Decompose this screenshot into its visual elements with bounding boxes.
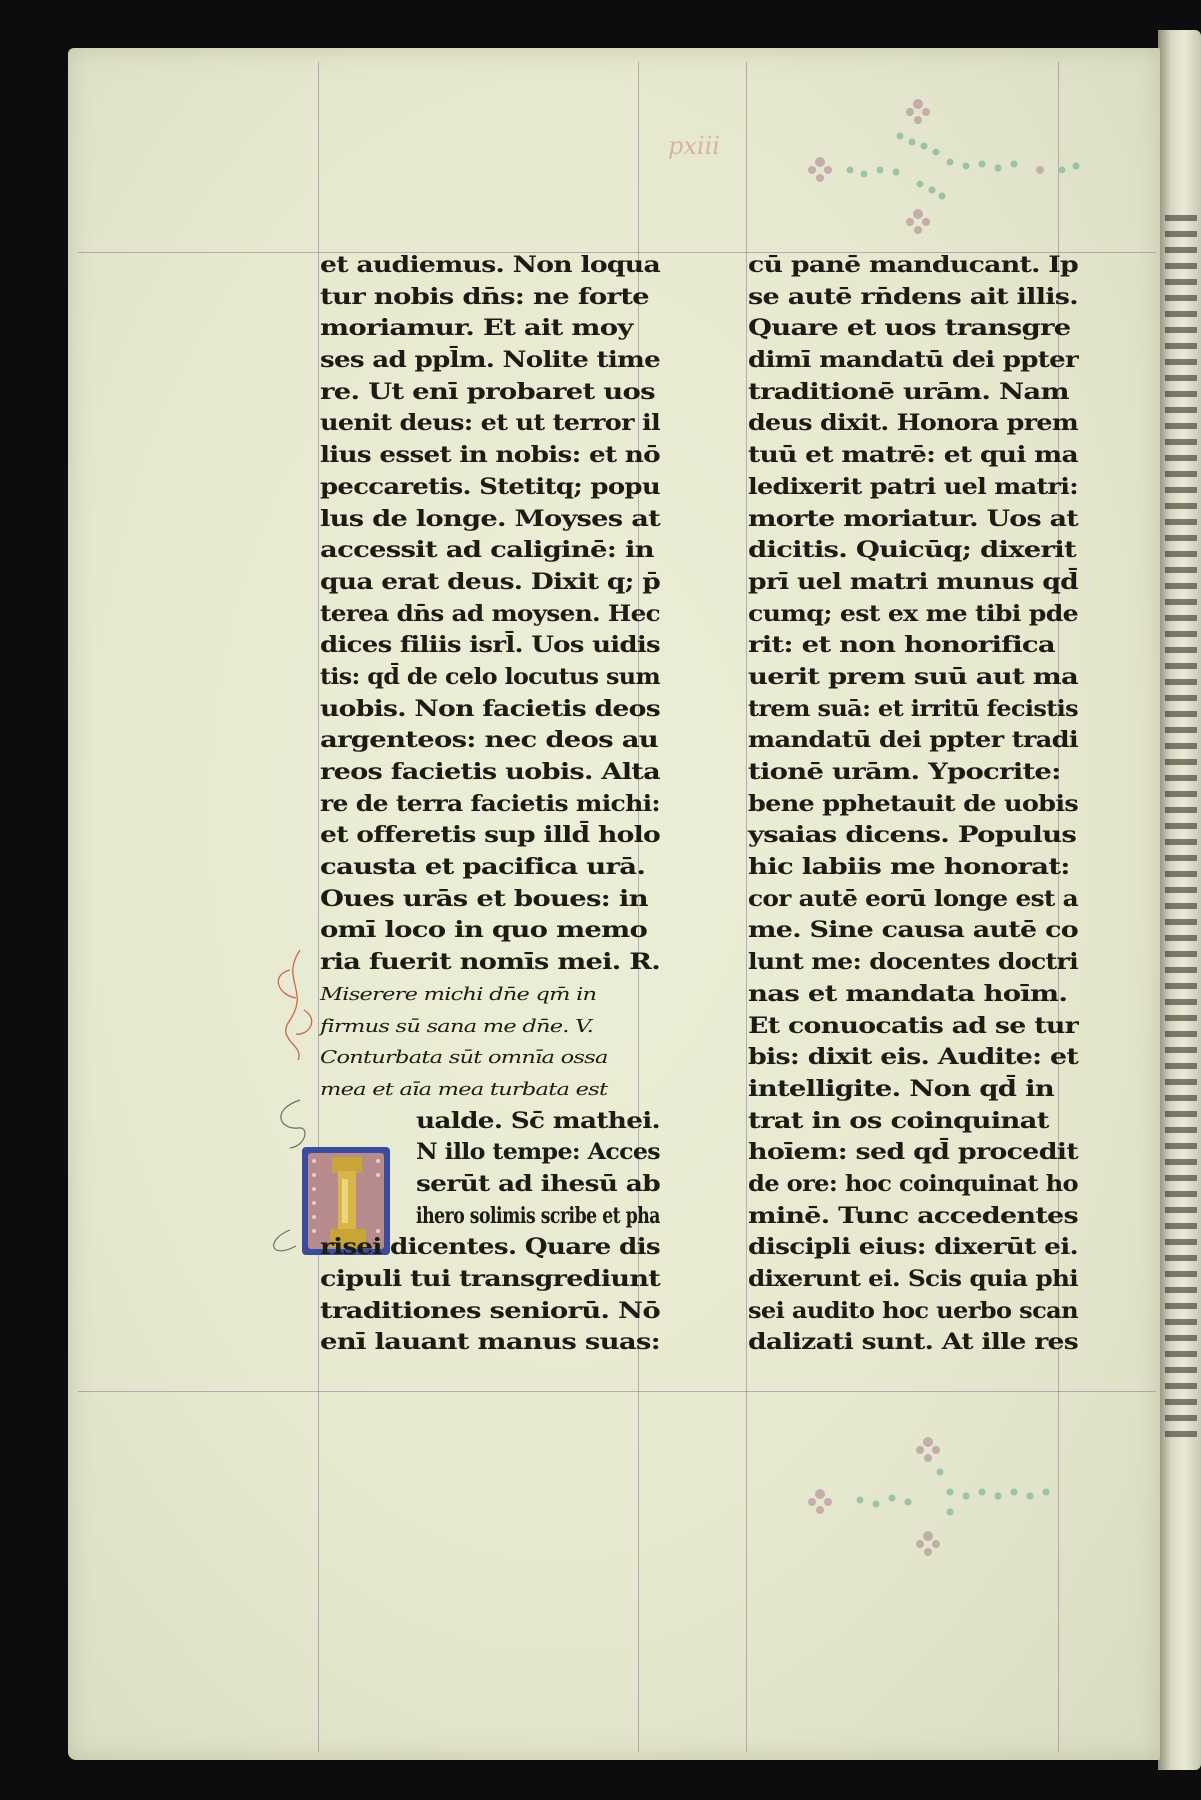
text-line: dicitis. Quicūq; dixerit: [748, 537, 1076, 564]
text-line: lus de longe. Moyses at: [320, 505, 660, 532]
text-line: ualde. Sc̄ mathei.: [416, 1107, 660, 1134]
text-line: serūt ad ihesū ab: [416, 1170, 660, 1197]
text-line: Oues urās et boues: in: [320, 885, 648, 912]
text-line: ysaias dicens. Populus: [748, 822, 1077, 849]
folio-number: pxiii: [668, 132, 720, 160]
text-line: intelligite. Non qd̄ in: [748, 1075, 1055, 1102]
text-line: terea dn̄s ad moysen. Hec: [320, 600, 660, 627]
next-page-text-sliver: [1165, 215, 1197, 1445]
text-line: et offeretis sup illd̄ holo: [320, 822, 660, 849]
text-line: uobis. Non facietis deos: [320, 695, 660, 722]
text-line: Conturbata sūt omnīa ossa: [320, 1047, 608, 1069]
text-line: discipli eius: dixerūt ei.: [748, 1234, 1078, 1261]
text-line: argenteos: nec deos au: [320, 727, 659, 754]
text-line: moriamur. Et ait moy: [320, 315, 633, 342]
text-line: trat in os coinquinat: [748, 1107, 1049, 1134]
text-line: accessit ad caliginē: in: [320, 537, 654, 564]
right-text-column: [748, 250, 1078, 1359]
text-line: lunt me: docentes doctri: [748, 949, 1078, 976]
text-line: enī lauant manus suas:: [320, 1329, 660, 1356]
text-line: re. Ut enī probaret uos: [320, 378, 655, 405]
text-line: cū panē manducant. Ip: [748, 252, 1078, 278]
text-line: cor autē eorū longe est a: [748, 885, 1078, 912]
text-line: hic labiis me honorat:: [748, 854, 1070, 881]
text-line: cipuli tui transgrediunt: [320, 1266, 660, 1292]
text-line: traditiones seniorū. Nō: [320, 1297, 660, 1324]
text-line: dimī mandatū dei ppter: [748, 347, 1078, 374]
text-line: et audiemus. Non loqua: [320, 252, 660, 278]
text-line: nas et mandata hoīm.: [748, 980, 1068, 1007]
text-line: qua erat deus. Dixit q; p̄: [320, 568, 660, 595]
text-line: dixerunt ei. Scis quia phi: [748, 1266, 1078, 1292]
ruling-line: [318, 62, 319, 1752]
text-line: dalizati sunt. At ille res: [748, 1329, 1078, 1356]
text-line: omī loco in quo memo: [320, 917, 648, 944]
text-line: uenit deus: et ut terror il: [320, 410, 660, 437]
text-line: Et conuocatis ad se tur: [748, 1012, 1078, 1039]
text-line: minē. Tunc accedentes: [748, 1202, 1078, 1229]
text-line: Miserere michi dn̄e qm̄ in: [320, 983, 597, 1005]
text-line: Quare et uos transgre: [748, 315, 1071, 342]
text-line: ihero solimis scribe et pha: [416, 1202, 660, 1229]
text-line: tionē urām. Ypocrite:: [748, 759, 1061, 785]
text-line: deus dixit. Honora prem: [748, 410, 1078, 437]
text-line: tis: qd̄ de celo locutus sum: [320, 663, 660, 690]
text-line: trem suā: et irritū fecistis: [748, 695, 1078, 722]
text-line: tur nobis dn̄s: ne forte: [320, 283, 649, 310]
text-line: dices filiis isrl̄. Uos uidis: [320, 632, 660, 659]
left-text-column: [320, 250, 728, 1359]
ruling-line: [78, 1391, 1156, 1392]
text-line: firmus sū sana me dn̄e. V.: [320, 1015, 594, 1037]
marginal-ornament-top: [800, 92, 1100, 242]
text-line: hoīem: sed qd̄ procedit: [748, 1139, 1078, 1166]
text-line: sei audito hoc uerbo scan: [748, 1297, 1078, 1324]
text-line: uerit prem suū aut ma: [748, 663, 1078, 690]
text-line: se autē rn̄dens ait illis.: [748, 283, 1078, 310]
marginal-ornament-bottom: [800, 1430, 1100, 1560]
text-line: ses ad ppl̄m. Nolite time: [320, 347, 660, 374]
text-line: causta et pacifica urā.: [320, 854, 646, 881]
text-line: N illo tempe: Acces: [416, 1139, 660, 1166]
text-line: bis: dixit eis. Audite: et: [748, 1044, 1078, 1071]
text-line: cumq; est ex me tibi pde: [748, 600, 1078, 627]
ruling-line: [746, 62, 747, 1752]
text-line: prī uel matri munus qd̄: [748, 568, 1078, 595]
text-line: de ore: hoc coinquinat ho: [748, 1170, 1078, 1197]
text-line: rit: et non honorifica: [748, 632, 1055, 659]
text-line: mandatū dei ppter tradi: [748, 727, 1078, 754]
text-line: peccaretis. Stetitq; popu: [320, 473, 660, 500]
text-line: risei dicentes. Quare dis: [320, 1234, 660, 1261]
text-line: bene pphetauit de uobis: [748, 790, 1078, 817]
text-line: reos facietis uobis. Alta: [320, 759, 660, 785]
text-line: mea et aīa mea turbata est: [320, 1078, 608, 1100]
text-line: traditionē urām. Nam: [748, 378, 1069, 405]
text-line: re de terra facietis michi:: [320, 790, 660, 817]
text-line: tuū et matrē: et qui ma: [748, 442, 1078, 469]
text-line: ria fuerit nomīs mei. R.: [320, 949, 660, 976]
text-line: lius esset in nobis: et nō: [320, 442, 660, 469]
text-line: morte moriatur. Uos at: [748, 505, 1078, 532]
text-line: ledixerit patri uel matri:: [748, 473, 1078, 500]
text-line: me. Sine causa autē co: [748, 917, 1078, 944]
